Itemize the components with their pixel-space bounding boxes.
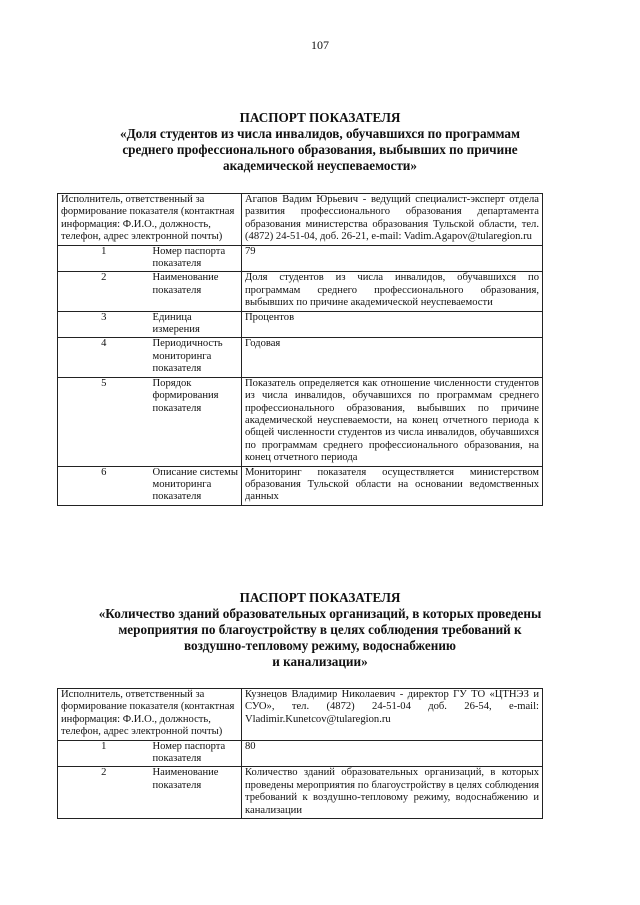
passport-1-subtitle-line: «Доля студентов из числа инвалидов, обучавшихся по программам <box>119 126 521 141</box>
row-value: Процентов <box>242 311 543 338</box>
table-row <box>58 466 543 505</box>
executor-value: Кузнецов Владимир Николаевич - директор ГУ ТО «ЦТНЭЗ и СУО», тел. (4872) 24-51-04 доб. 26-54, e-mail: Vladimir.Kunetcov@tularegion.ru <box>242 689 543 741</box>
table-row <box>58 377 543 466</box>
row-number: 1 <box>58 245 150 272</box>
table-row <box>58 194 543 246</box>
passport-2-subtitle-line: мероприятия по благоустройству в целях соблюдения требований к <box>118 622 522 637</box>
passport-1-heading <box>50 110 590 174</box>
passport-1-subtitle-line: академической неуспеваемости» <box>222 158 418 173</box>
row-label: Наименование показателя <box>150 272 242 311</box>
page-number: 107 <box>311 38 329 52</box>
table-row <box>58 272 543 311</box>
row-value: 79 <box>242 245 543 272</box>
row-value: 80 <box>242 740 543 767</box>
passport-2-table <box>57 688 543 819</box>
passport-2-title: ПАСПОРТ ПОКАЗАТЕЛЯ <box>239 590 401 605</box>
row-value: Мониторинг показателя осуществляется министерством образования Тульской области на основании ведомственных данных <box>242 466 543 505</box>
executor-label: Исполнитель, ответственный за формирование показателя (контактная информация: Ф.И.О., должность, телефон, адрес электронной почты) <box>58 689 242 741</box>
row-number: 1 <box>58 740 150 767</box>
row-label: Единица измерения <box>150 311 242 338</box>
passport-2-subtitle-line: воздушно-тепловому режиму, водоснабжению <box>183 638 457 653</box>
row-value: Показатель определяется как отношение численности студентов из числа инвалидов, обучавшихся по программам среднего профессионального образования, выбывших по причине академической неуспеваемости, на конец отчетного периода к общей численности студентов из числа инвалидов, обучавшихся по программам среднего профессионального образования, на конец отчетного периода <box>242 377 543 466</box>
passport-1-title: ПАСПОРТ ПОКАЗАТЕЛЯ <box>239 110 401 125</box>
row-label: Номер паспорта показателя <box>150 245 242 272</box>
table-row <box>58 767 543 819</box>
executor-value: Агапов Вадим Юрьевич - ведущий специалист-эксперт отдела развития профессионального образования департамента образования министерства образования Тульской области, тел. (4872) 24-51-04, доб. 26-21, e-mail: Vadim.Agapov@tularegion.ru <box>242 194 543 246</box>
row-number: 5 <box>58 377 150 466</box>
row-label: Порядок формирования показателя <box>150 377 242 466</box>
passport-2-subtitle-line: «Количество зданий образовательных организаций, в которых проведены <box>98 606 542 621</box>
row-value: Годовая <box>242 338 543 377</box>
row-number: 6 <box>58 466 150 505</box>
table-row <box>58 740 543 767</box>
row-label: Наименование показателя <box>150 767 242 819</box>
row-value: Количество зданий образовательных организаций, в которых проведены мероприятия по благоустройству в целях соблюдения требований к воздушно-тепловому режиму, водоснабжению и канализации <box>242 767 543 819</box>
row-number: 3 <box>58 311 150 338</box>
row-label: Описание системы мониторинга показателя <box>150 466 242 505</box>
row-value: Доля студентов из числа инвалидов, обучавшихся по программам среднего профессионального образования, выбывших по причине академической неуспеваемости <box>242 272 543 311</box>
passport-2-heading <box>50 590 590 670</box>
row-number: 2 <box>58 272 150 311</box>
row-number: 2 <box>58 767 150 819</box>
row-number: 4 <box>58 338 150 377</box>
table-row <box>58 311 543 338</box>
executor-label: Исполнитель, ответственный за формирование показателя (контактная информация: Ф.И.О., должность, телефон, адрес электронной почты) <box>58 194 242 246</box>
table-row <box>58 689 543 741</box>
table-row <box>58 245 543 272</box>
passport-1-table <box>57 193 543 506</box>
row-label: Номер паспорта показателя <box>150 740 242 767</box>
passport-1-subtitle-line: среднего профессионального образования, выбывших по причине <box>122 142 518 157</box>
passport-2-subtitle-line: и канализации» <box>272 654 368 669</box>
row-label: Периодичность мониторинга показателя <box>150 338 242 377</box>
table-row <box>58 338 543 377</box>
